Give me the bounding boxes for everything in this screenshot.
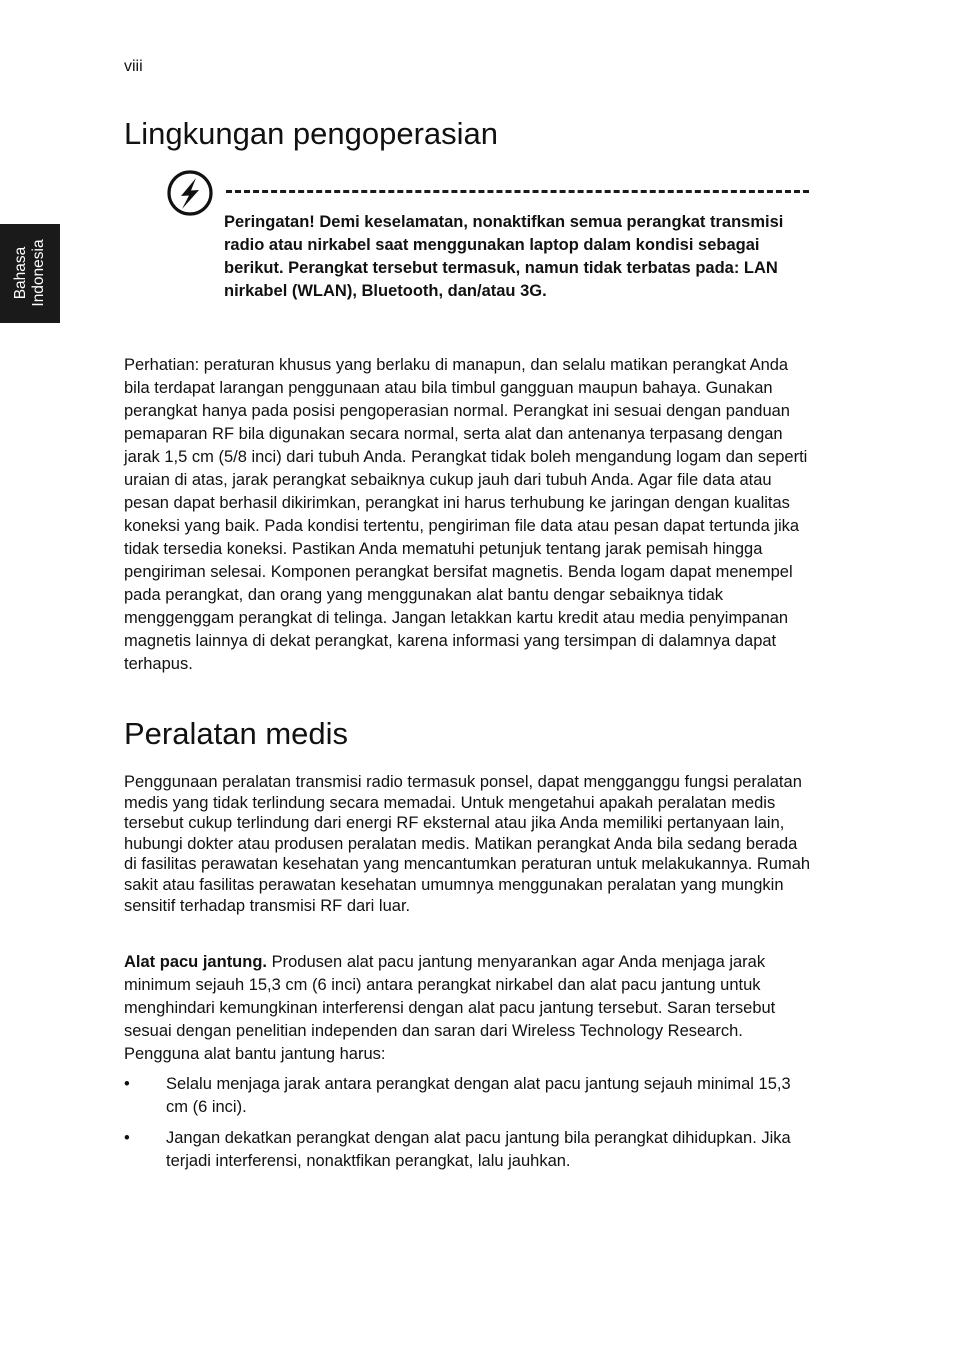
pacemaker-text: Produsen alat pacu jantung menyarankan agar Anda menjaga jarak minimum sejauh 15,3 cm (6 inci) antara perangkat nirkabel dan alat pacu jantung untuk menghindari kemungkinan interferensi dengan alat pacu jantung tersebut. Saran tersebut sesuai dengan penelitian independen dan saran dari Wireless Technology Research. Pengguna alat bantu jantung harus: [124,953,776,1063]
list-item [124,1073,814,1119]
section-title-medis: Peralatan medis [124,716,349,751]
warning-text: Peringatan! Demi keselamatan, nonaktifkan semua perangkat transmisi radio atau nirkabel saat menggunakan laptop dalam kondisi sebagai berikut. Perangkat tersebut termasuk, namun tidak terbatas pada: LAN nirkabel (WLAN), Bluetooth, dan/atau 3G. [224,213,784,300]
bullet-text: Jangan dekatkan perangkat dengan alat pacu jantung bila perangkat dihidupkan. Jika terjadi interferensi, nonaktfikan perangkat, lalu jauhkan. [166,1129,791,1170]
side-tab-label [12,239,48,306]
pacemaker-bullet-list [124,1073,814,1173]
operating-environment-paragraph: Perhatian: peraturan khusus yang berlaku di manapun, dan selalu matikan perangkat Anda bila terdapat larangan penggunaan atau bila timbul gangguan maupun bahaya. Gunakan perangkat hanya pada posisi pengoperasian normal. Perangkat ini sesuai dengan panduan pemaparan RF bila digunakan secara normal, serta alat dan antenanya terpasang dengan jarak 1,5 cm (5/8 inci) dari tubuh Anda. Perangkat tidak boleh mengandung logam dan seperti uraian di atas, jarak perangkat sebaiknya cukup jauh dari tubuh Anda. Agar file data atau pesan dapat berhasil dikirimkan, perangkat ini harus terhubung ke jaringan dengan kualitas koneksi yang baik. Pada kondisi tertentu, pengiriman file data atau pesan dapat tertunda jika tidak tersedia koneksi. Pastikan Anda mematuhi petunjuk tentang jarak pemisah hingga pengiriman selesai. Komponen perangkat bersifat magnetis. Benda logam dapat menempel pada perangkat, dan orang yang menggunakan alat bantu dengar sebaiknya tidak menggenggam perangkat di telinga. Jangan letakkan kartu kredit atau media penyimpanan magnetis lainnya di dekat perangkat, karena informasi yang tersimpan di dalamnya dapat terhapus. [124,356,808,673]
bullet-text: Selalu menjaga jarak antara perangkat dengan alat pacu jantung sejauh minimal 15,3 cm (6 inci). [166,1075,791,1116]
medical-equipment-paragraph: Penggunaan peralatan transmisi radio termasuk ponsel, dapat mengganggu fungsi peralatan medis yang tidak terlindung secara memadai. Untuk mengetahui apakah peralatan medis tersebut cukup terlindung dari energi RF eksternal atau jika Anda memiliki pertanyaan lain, hubungi dokter atau produsen peralatan medis. Matikan perangkat Anda bila sedang berada di fasilitas perawatan kesehatan yang mencantumkan peraturan untuk melakukannya. Rumah sakit atau fasilitas perawatan kesehatan umumnya menggunakan peralatan yang mungkin sensitif terhadap transmisi RF dari luar. [124,773,811,915]
side-tab-line-1: Bahasa [12,246,29,300]
pacemaker-lead: Alat pacu jantung. [124,953,268,971]
section-title-lingkungan: Lingkungan pengoperasian [124,116,499,151]
page-number: viii [124,58,143,75]
language-side-tab [0,224,60,323]
bullet-mark: • [124,1129,130,1147]
bullet-mark: • [124,1075,130,1093]
list-item [124,1127,814,1173]
warning-divider [226,190,809,193]
lightning-warning-icon [166,169,214,217]
side-tab-line-2: Indonesia [30,239,47,307]
pacemaker-paragraph [124,951,814,1066]
